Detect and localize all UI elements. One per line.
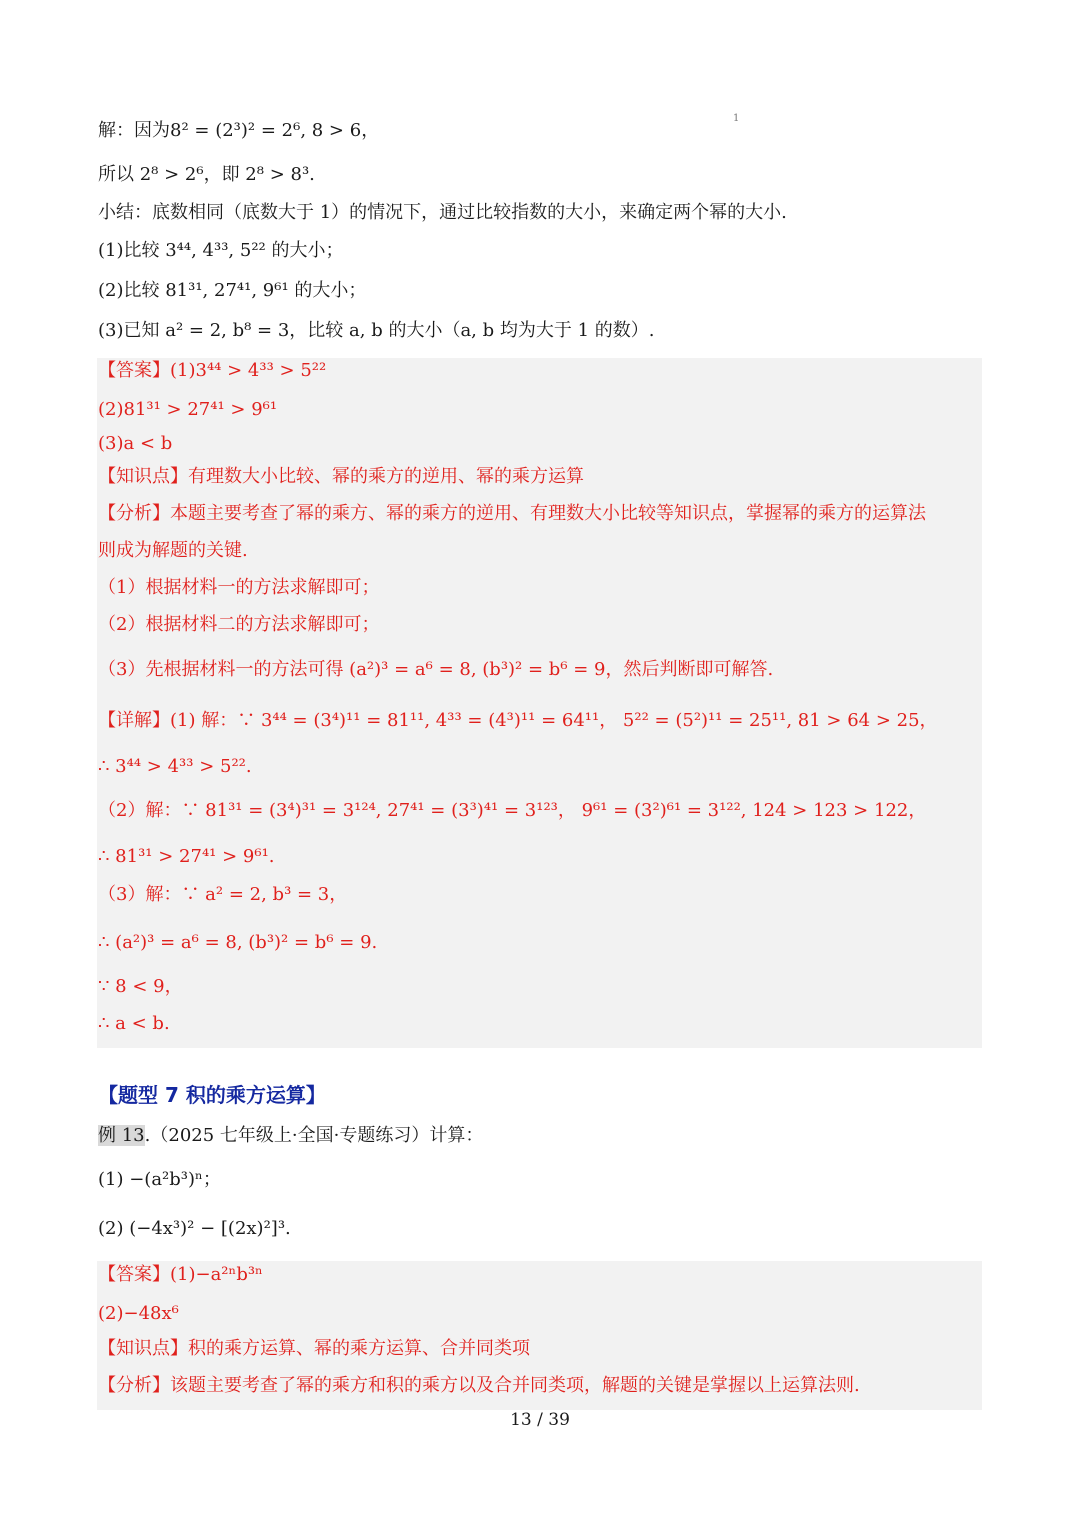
answer-1: 【答案】(1)3⁴⁴ > 4³³ > 5²²: [98, 360, 327, 381]
problem-1: (1) −(a²b³)ⁿ；: [98, 1169, 221, 1190]
knowledge-2: 【知识点】积的乘方运算、幂的乘方运算、合并同类项: [98, 1338, 530, 1359]
question-1: (1)比较 3⁴⁴, 4³³, 5²² 的大小；: [98, 240, 344, 261]
section-title: 【题型 7 积的乘方运算】: [98, 1083, 326, 1107]
example-label: 例 13: [98, 1125, 145, 1146]
answer-2: (2)81³¹ > 27⁴¹ > 9⁶¹: [98, 399, 278, 420]
question-2: (2)比较 81³¹, 27⁴¹, 9⁶¹ 的大小；: [98, 280, 367, 301]
detail-3: （2）解：∵ 81³¹ = (3⁴)³¹ = 3¹²⁴, 27⁴¹ = (3³)⁴¹ = 3¹²³， 9⁶¹ = (3²)⁶¹ = 3¹²², 124 > 123 > 122，: [98, 800, 927, 821]
question-3: (3)已知 a² = 2, b⁸ = 3，比较 a, b 的大小（a, b 均为大于 1 的数）.: [98, 320, 655, 341]
answer-3: (3)a < b: [98, 433, 173, 454]
detail-8: ∴ a < b.: [98, 1013, 170, 1034]
detail-7: ∵ 8 < 9，: [98, 976, 183, 997]
step-2: （2）根据材料二的方法求解即可；: [98, 614, 380, 635]
knowledge-1: 【知识点】有理数大小比较、幂的乘方的逆用、幂的乘方运算: [98, 466, 584, 487]
analysis-1-line-2: 则成为解题的关键.: [98, 540, 248, 561]
page-number: 13 / 39: [510, 1410, 570, 1430]
problem-2: (2) (−4x³)² − [(2x)²]³.: [98, 1218, 291, 1239]
analysis-1-line-1: 【分析】本题主要考查了幂的乘方、幂的乘方的逆用、有理数大小比较等知识点，掌握幂的乘方的运算法: [98, 503, 926, 524]
detail-2: ∴ 3⁴⁴ > 4³³ > 5²².: [98, 756, 252, 777]
answer2-2: (2)−48x⁶: [98, 1303, 179, 1324]
example-text: .（2025 七年级上·全国·专题练习）计算：: [144, 1125, 484, 1146]
top-mark: 1: [733, 113, 740, 124]
detail-4: ∴ 81³¹ > 27⁴¹ > 9⁶¹.: [98, 846, 275, 867]
intro-line-2: 所以 2⁸ > 2⁶，即 2⁸ > 8³.: [98, 164, 315, 185]
answer2-1: 【答案】(1)−a²ⁿb³ⁿ: [98, 1264, 263, 1285]
detail-5: （3）解：∵ a² = 2, b³ = 3，: [98, 884, 348, 905]
intro-line-1: 解：因为8² = (2³)² = 2⁶, 8 > 6，: [98, 120, 380, 141]
example-line: [98, 1123, 483, 1149]
step-1: （1）根据材料一的方法求解即可；: [98, 577, 380, 598]
analysis-2: 【分析】该题主要考查了幂的乘方和积的乘方以及合并同类项，解题的关键是掌握以上运算法则.: [98, 1375, 860, 1396]
intro-summary: 小结：底数相同（底数大于 1）的情况下，通过比较指数的大小，来确定两个幂的大小.: [98, 202, 787, 223]
step-3: （3）先根据材料一的方法可得 (a²)³ = a⁶ = 8, (b³)² = b⁶ = 9，然后判断即可解答.: [98, 659, 774, 680]
detail-1: 【详解】(1) 解：∵ 3⁴⁴ = (3⁴)¹¹ = 81¹¹, 4³³ = (4³)¹¹ = 64¹¹， 5²² = (5²)¹¹ = 25¹¹, 81 > 64 > 25，: [98, 710, 938, 731]
detail-6: ∴ (a²)³ = a⁶ = 8, (b³)² = b⁶ = 9.: [98, 932, 378, 953]
